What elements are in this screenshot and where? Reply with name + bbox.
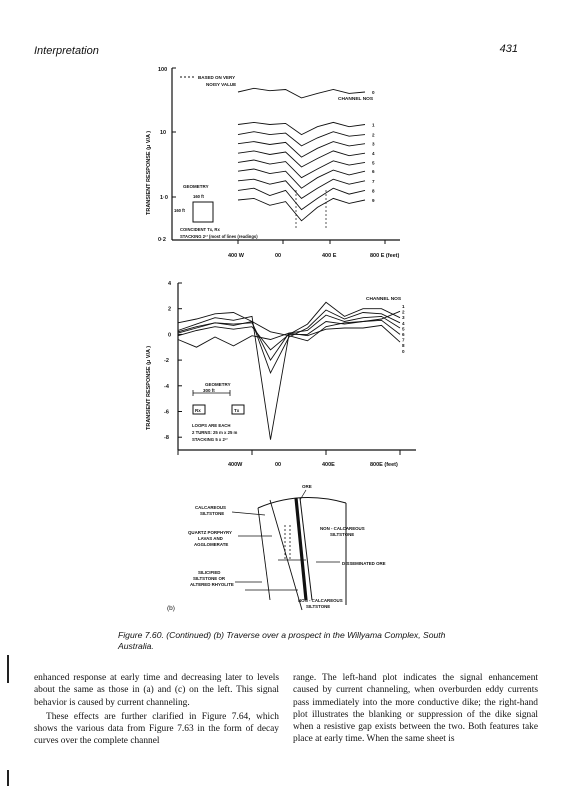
body-column-right bbox=[293, 672, 538, 746]
mid-xtick-800e: 800E (feet) bbox=[370, 462, 398, 468]
mid-channel-title: CHANNEL NOS bbox=[366, 297, 402, 302]
top-series-group bbox=[238, 88, 365, 230]
mid-info-line2: 2 TURNS: 25 m x 25 m bbox=[192, 430, 238, 435]
top-geometry-dim1: 160 ft bbox=[193, 194, 204, 199]
mid-ytick-label: -6 bbox=[164, 409, 169, 416]
running-header: Interpretation bbox=[34, 45, 99, 57]
top-channel-label-7: 7 bbox=[372, 178, 375, 184]
right-paragraph-1: range. The left-hand plot indicates the signal enhancement caused by current channeling, when overburden eddy currents pass immediately into the more conductive dike; the right-hand plot illustrates the blanking or suppression of the dike signal when a resistive gap exists between the two. Both features take place at early time. When the same sheet is bbox=[293, 673, 538, 745]
mid-xtick-400e: 400E bbox=[322, 462, 335, 468]
section-noncalc-bottom-2: SILTSTONE bbox=[306, 604, 331, 609]
figure-caption: Figure 7.60. (Continued) (b) Traverse over a prospect in the Willyama Complex, South Australia. bbox=[118, 630, 446, 651]
top-loop-square bbox=[193, 202, 213, 222]
top-series-line-6 bbox=[238, 169, 365, 188]
mid-geometry-title: GEOMETRY bbox=[205, 382, 231, 387]
margin-mark bbox=[7, 655, 9, 683]
top-channel-label-3: 3 bbox=[372, 141, 375, 147]
mid-rx-label: Rx bbox=[195, 408, 201, 413]
section-noncalc-right-2: SILTSTONE bbox=[330, 532, 355, 537]
top-ytick-10: 10 bbox=[160, 130, 167, 136]
body-column-left bbox=[34, 672, 279, 748]
top-geometry-title: GEOMETRY bbox=[183, 184, 209, 189]
top-series-line-7 bbox=[238, 179, 365, 198]
top-xtick-400w: 400 W bbox=[228, 253, 244, 259]
section-qpl-label-1: QUARTZ PORPHYRY bbox=[188, 530, 232, 535]
section-qpl-label-2: LAVAS AND bbox=[198, 536, 223, 541]
top-geometry-dim2: 160 ft bbox=[174, 208, 185, 213]
top-series-line-1 bbox=[238, 122, 365, 134]
top-ytick-1: 1·0 bbox=[160, 195, 168, 201]
section-silic-label-2: SILTSTONE OR bbox=[193, 576, 226, 581]
section-calc-label-1: CALCAREOUS bbox=[195, 505, 226, 510]
top-series-line-2 bbox=[238, 132, 365, 146]
mid-ytick-label: -4 bbox=[164, 383, 169, 390]
top-info-line2: STACKING 2¹² (most of lines (readings) bbox=[180, 234, 258, 239]
mid-channel-label-5: 5 bbox=[402, 326, 405, 332]
top-xtick-00: 00 bbox=[275, 253, 282, 259]
top-xtick-800e: 800 E (feet) bbox=[370, 253, 400, 259]
mid-xtick-400w: 400W bbox=[228, 462, 243, 468]
mid-channel-label-0: 0 bbox=[402, 348, 405, 354]
top-ytick-100: 100 bbox=[158, 67, 168, 73]
top-channel-label-9: 9 bbox=[372, 198, 375, 203]
section-silic-label-3: ALTERED RHYOLITE bbox=[190, 582, 234, 587]
top-channel-label-5: 5 bbox=[372, 160, 375, 166]
mid-ytick-label: -8 bbox=[164, 435, 169, 442]
section-noncalc-right-1: NON - CALCAREOUS bbox=[320, 526, 365, 531]
mid-geometry-dim: 300 ft bbox=[203, 388, 215, 393]
top-note-line1: BASED ON VERY bbox=[198, 75, 236, 80]
top-info-line1: COINCIDENT Tx, Rx bbox=[180, 227, 220, 232]
mid-series-group bbox=[178, 302, 400, 439]
mid-info-line3: STACKING 5 x 2¹² bbox=[192, 437, 228, 442]
top-channel-title: CHANNEL NOS bbox=[338, 97, 374, 102]
margin-mark bbox=[7, 770, 9, 786]
mid-tx-label: Tx bbox=[234, 408, 240, 413]
top-y-axis-label: TRANSIENT RESPONSE (μ V/A ) bbox=[146, 130, 152, 215]
mid-channel-label-4: 4 bbox=[402, 320, 405, 326]
section-qpl-label-3: AGGLOMERATE bbox=[194, 542, 229, 547]
mid-ytick-label: -2 bbox=[164, 358, 169, 365]
section-silic-label-1: SILICIFIED bbox=[198, 570, 221, 575]
top-ytick-02: 0·2 bbox=[158, 237, 166, 243]
page-number: 431 bbox=[499, 43, 518, 55]
mid-channel-label-8: 8 bbox=[402, 343, 405, 349]
mid-ytick-label: 2 bbox=[168, 306, 172, 313]
mid-ytick-label: 4 bbox=[168, 281, 172, 287]
section-ore-body bbox=[296, 498, 306, 600]
mid-channel-label-6: 6 bbox=[402, 332, 405, 337]
mid-series-line-A bbox=[178, 302, 400, 439]
top-channel-label-0: 0 bbox=[372, 90, 375, 95]
geological-section bbox=[167, 484, 386, 612]
top-plot-area bbox=[146, 67, 400, 259]
top-channel-label-1: 1 bbox=[372, 122, 375, 128]
mid-info-line1: LOOPS ARE EACH bbox=[192, 423, 231, 428]
mid-xtick-00: 00 bbox=[275, 462, 282, 468]
mid-channel-label-2: 2 bbox=[402, 309, 405, 315]
left-paragraph-1: enhanced response at early time and decreasing later to levels about the same as those in (a) and (c) on the left. This signal behavior is caused by current channeling. bbox=[34, 673, 279, 708]
mid-channel-label-1: 1 bbox=[402, 304, 405, 309]
section-noncalc-bottom-1: NON - CALCAREOUS bbox=[298, 598, 343, 603]
section-ore-label: ORE bbox=[302, 484, 312, 489]
top-channel-label-2: 2 bbox=[372, 132, 375, 138]
section-panel-label: (b) bbox=[167, 605, 175, 612]
top-note-line2: NOISY VALUE bbox=[206, 82, 237, 87]
top-channel-label-8: 8 bbox=[372, 188, 375, 194]
mid-ytick-label: 0 bbox=[168, 332, 172, 339]
top-xtick-400e: 400 E bbox=[322, 253, 337, 259]
section-dissem-label: DISSEMINATED ORE bbox=[342, 561, 386, 566]
top-channel-label-4: 4 bbox=[372, 151, 375, 157]
top-channel-label-6: 6 bbox=[372, 169, 375, 175]
mid-y-axis-label: TRANSIENT RESPONSE (μ V/A ) bbox=[146, 345, 152, 430]
mid-channel-label-7: 7 bbox=[402, 337, 405, 343]
section-calc-label-2: SILTSTONE bbox=[200, 511, 225, 516]
mid-channel-label-3: 3 bbox=[402, 315, 405, 321]
top-series-line-5 bbox=[238, 160, 365, 178]
left-paragraph-2: These effects are further clarified in Figure 7.64, which shows the various data from Figure 7.63 in the form of decay curves over the complete channel bbox=[34, 711, 279, 747]
mid-plot-area bbox=[146, 281, 416, 468]
